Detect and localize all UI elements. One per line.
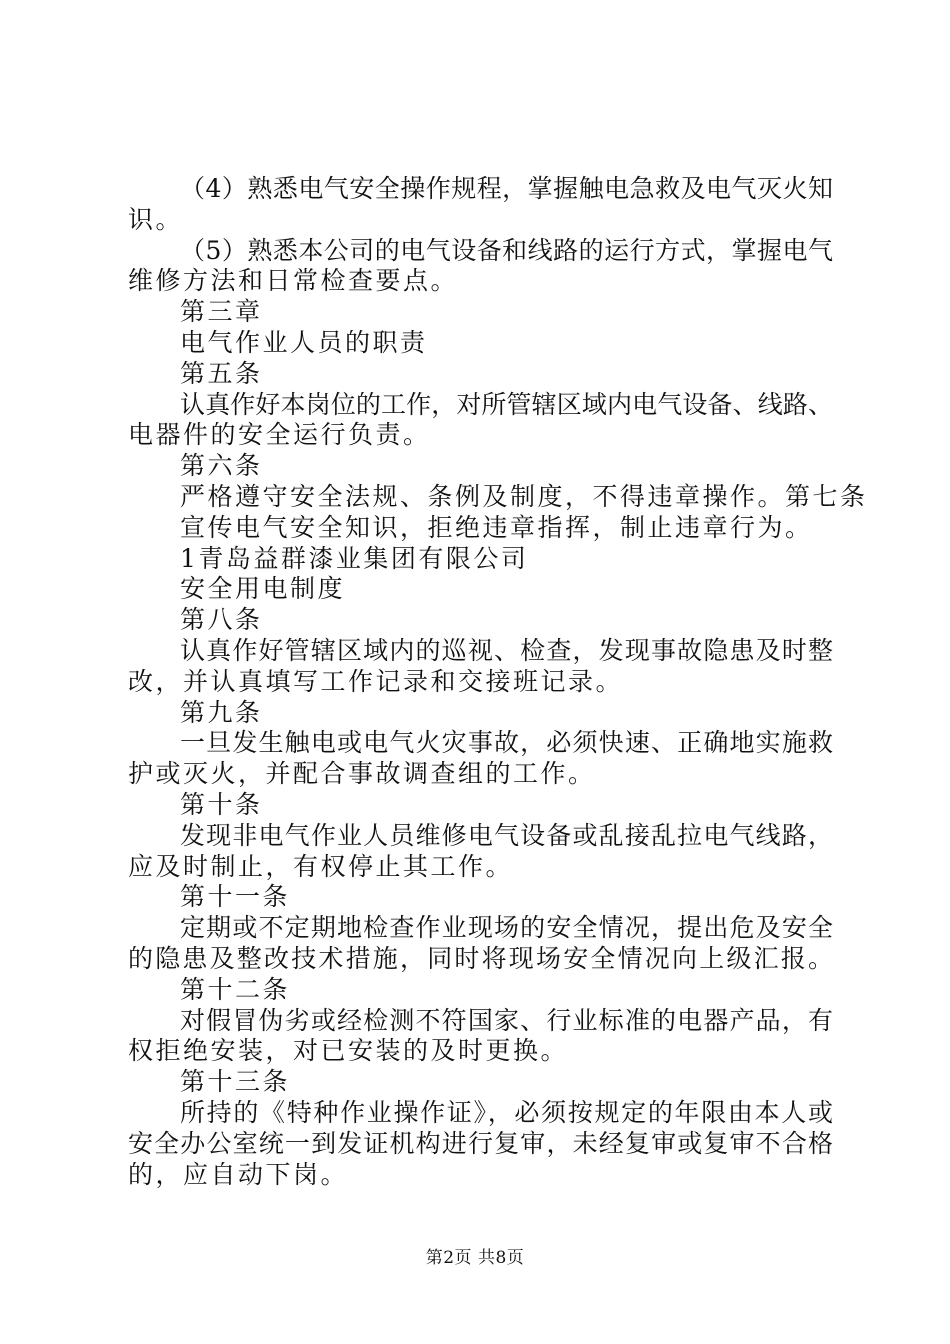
- text-line: 电气作业人员的职责: [180, 327, 428, 357]
- text-line: 第十三条: [180, 1067, 291, 1097]
- text-line: 一旦发生触电或电气火灾事故，必须快速、正确地实施救: [180, 728, 833, 758]
- text-line: 安全办公室统一到发证机构进行复审，未经复审或复审不合格: [128, 1128, 833, 1158]
- text-line: 的，应自动下岗。: [128, 1159, 349, 1189]
- document-body: [128, 174, 868, 1190]
- text-line: 护或灭火，并配合事故调查组的工作。: [128, 759, 596, 789]
- text-line: 第九条: [180, 697, 263, 727]
- text-line: 安全用电制度: [180, 574, 346, 604]
- text-line: 第六条: [180, 451, 263, 481]
- text-line: 维修方法和日常检查要点。: [128, 266, 459, 296]
- text-line: 所持的《特种作业操作证》，必须按规定的年限由本人或: [180, 1097, 833, 1127]
- text-line: 认真作好管辖区域内的巡视、检查，发现事故隐患及时整: [180, 635, 833, 665]
- text-line: 第十一条: [180, 882, 291, 912]
- text-line: 严格遵守安全法规、条例及制度，不得违章操作。第七条: [180, 481, 868, 511]
- page-footer: 第2页 共8页: [425, 1248, 525, 1268]
- text-line: 的隐患及整改技术措施，同时将现场安全情况向上级汇报。: [128, 943, 833, 973]
- text-line: 第十条: [180, 789, 263, 819]
- text-line: 认真作好本岗位的工作，对所管辖区域内电气设备、线路、: [180, 389, 833, 419]
- text-line: 第十二条: [180, 974, 291, 1004]
- text-line: 1青岛益群漆业集团有限公司: [180, 543, 529, 573]
- text-line: （5）熟悉本公司的电气设备和线路的运行方式，掌握电气: [180, 235, 833, 265]
- text-line: 第八条: [180, 605, 263, 635]
- text-line: 改，并认真填写工作记录和交接班记录。: [128, 666, 624, 696]
- text-line: 电器件的安全运行负责。: [128, 420, 431, 450]
- text-line: 权拒绝安装，对已安装的及时更换。: [128, 1036, 569, 1066]
- text-line: 发现非电气作业人员维修电气设备或乱接乱拉电气线路，: [180, 820, 833, 850]
- text-line: 应及时制止，有权停止其工作。: [128, 851, 514, 881]
- text-line: 定期或不定期地检查作业现场的安全情况，提出危及安全: [180, 913, 833, 943]
- text-line: 识。: [128, 204, 184, 234]
- text-line: 宣传电气安全知识，拒绝违章指挥，制止违章行为。: [180, 512, 813, 542]
- text-line: 第三章: [180, 297, 263, 327]
- text-line: 对假冒伪劣或经检测不符国家、行业标准的电器产品，有: [180, 1005, 833, 1035]
- text-line: （4）熟悉电气安全操作规程，掌握触电急救及电气灭火知: [180, 174, 833, 203]
- text-line: 第五条: [180, 358, 263, 388]
